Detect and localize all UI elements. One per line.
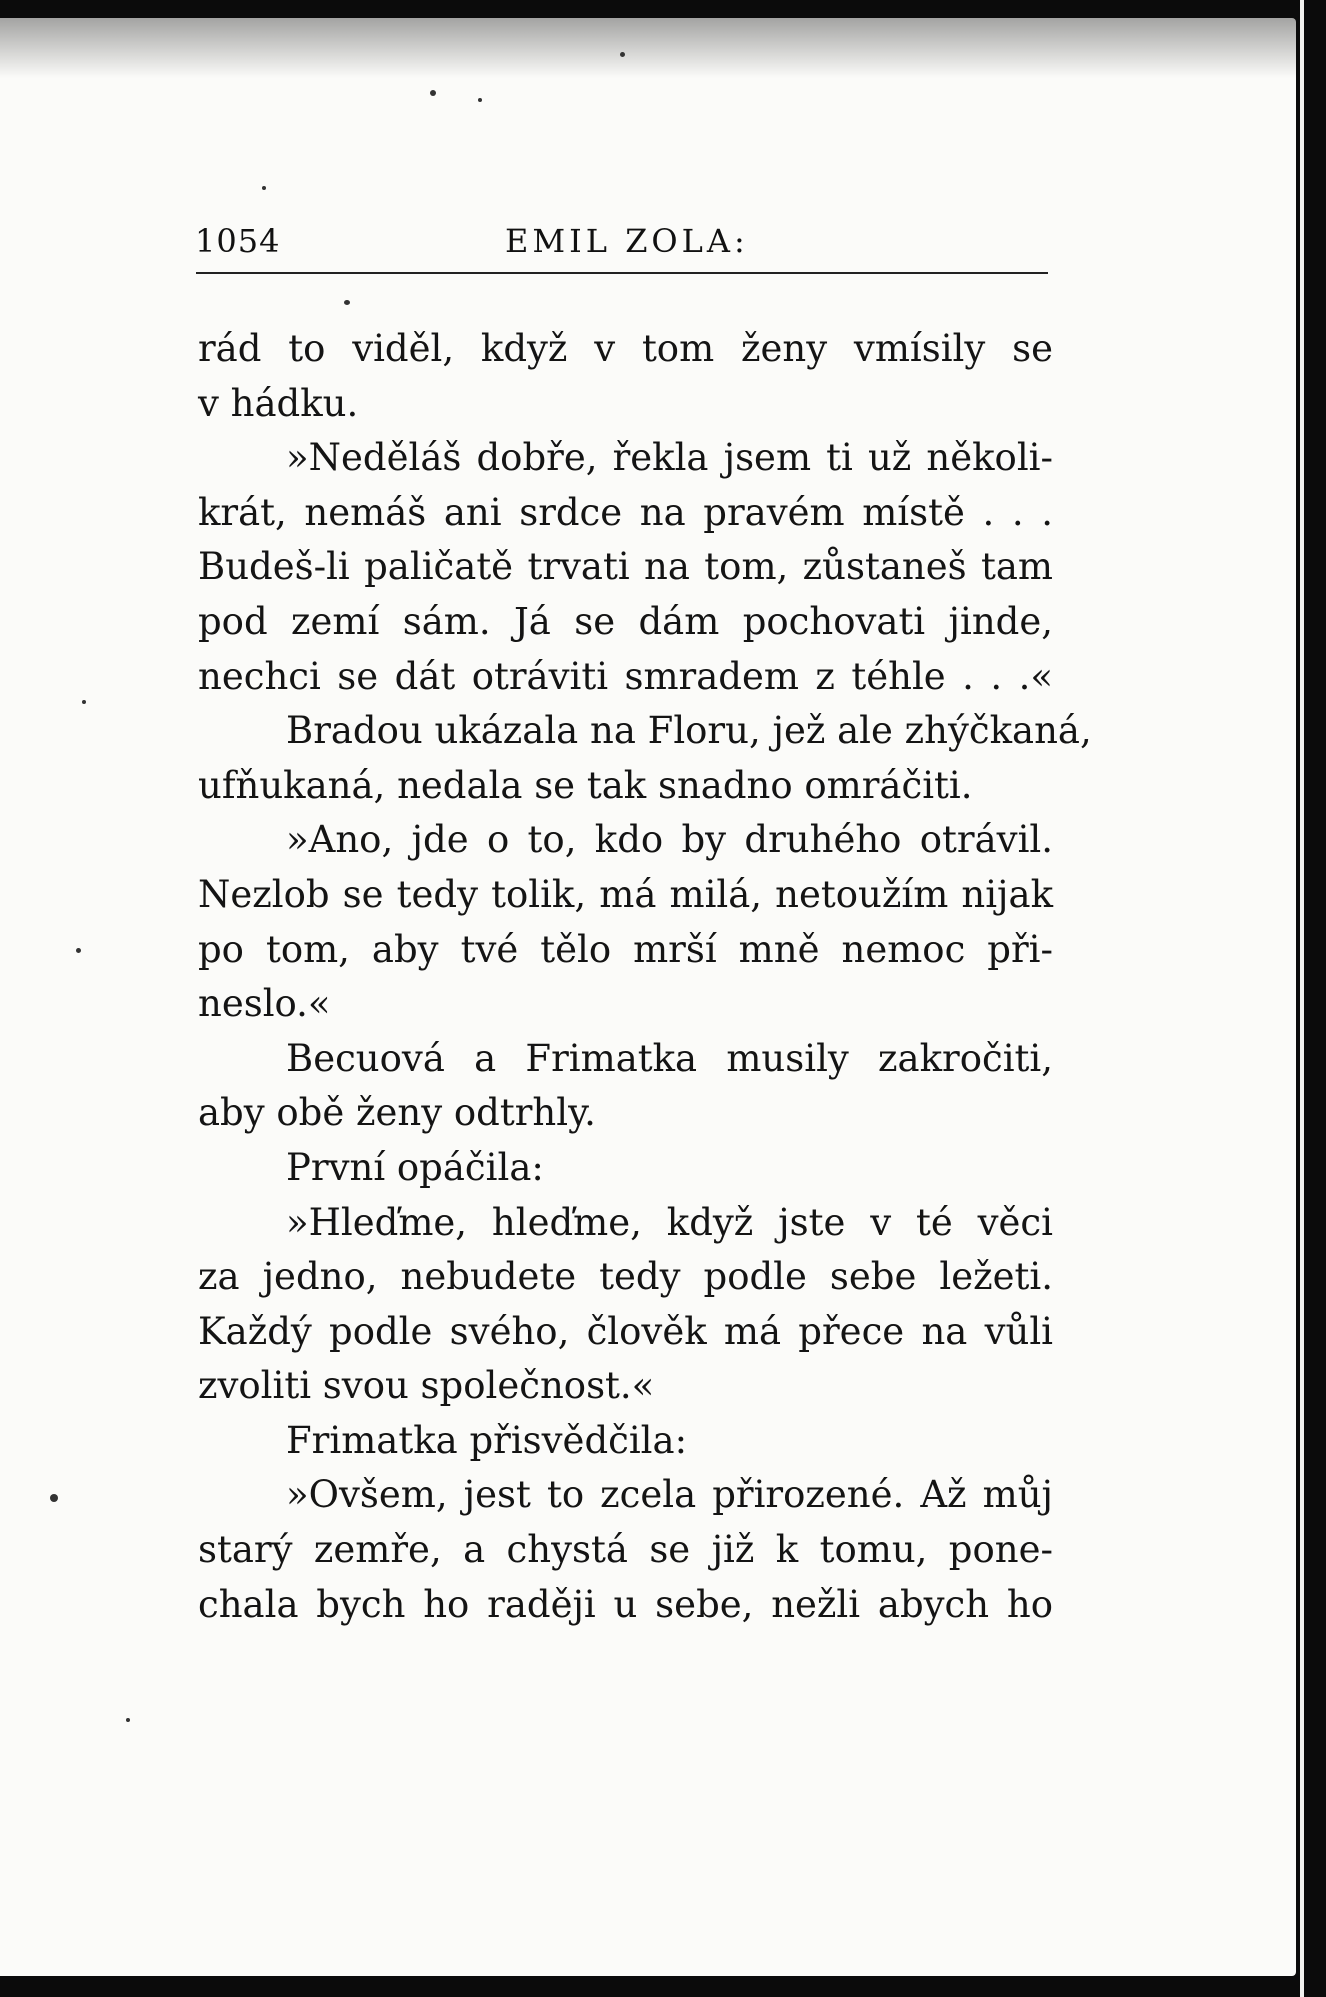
paragraph xyxy=(198,1032,1053,1141)
page-top-shadow xyxy=(0,18,1296,78)
header-rule xyxy=(196,272,1048,274)
scan-speck xyxy=(82,700,86,704)
paragraph xyxy=(198,704,1092,813)
running-head: EMIL ZOLA: xyxy=(505,222,749,260)
text-line: Frimatka přisvědčila: xyxy=(286,1418,688,1462)
text-line: v hádku. xyxy=(198,381,359,425)
text-line: První opáčila: xyxy=(286,1145,544,1189)
text-line: Nezlob se tedy tolik, má milá, netoužím nijak xyxy=(198,872,1053,916)
text-line: ufňukaná, nedala se tak snadno omráčiti. xyxy=(198,763,973,807)
text-line: Bradou ukázala na Floru, jež ale zhýčkaná, xyxy=(286,709,1092,753)
body-text xyxy=(198,322,1092,1632)
text-line: starý zemře, a chystá se již k tomu, pone- xyxy=(198,1528,1053,1572)
page-header xyxy=(195,222,1050,272)
paragraph xyxy=(198,1414,1053,1469)
text-line: Budeš-li paličatě trvati na tom, zůstaneš tam xyxy=(198,545,1053,589)
text-line: nechci se dát otráviti smradem z téhle . . .« xyxy=(198,654,1053,698)
paragraph xyxy=(198,1196,1053,1414)
scan-speck xyxy=(430,90,436,96)
scan-speck xyxy=(76,948,81,953)
text-line: po tom, aby tvé tělo mrší mně nemoc při- xyxy=(198,927,1053,971)
text-line: »Ovšem, jest to zcela přirozené. Až můj xyxy=(286,1473,1053,1517)
text-line: Becuová a Frimatka musily zakročiti, xyxy=(286,1036,1053,1080)
text-line: Každý podle svého, člověk má přece na vůli xyxy=(198,1309,1053,1353)
text-line: »Ano, jde o to, kdo by druhého otrávil. xyxy=(286,818,1053,862)
text-line: pod zemí sám. Já se dám pochovati jinde, xyxy=(198,599,1053,643)
page-number: 1054 xyxy=(195,222,281,260)
scan-speck xyxy=(126,1718,130,1722)
text-line: aby obě ženy odtrhly. xyxy=(198,1091,596,1135)
paragraph xyxy=(198,813,1053,1031)
paragraph xyxy=(198,1141,1053,1196)
text-line: zvoliti svou společnost.« xyxy=(198,1364,655,1408)
paragraph xyxy=(198,431,1053,704)
scan-speck xyxy=(344,300,350,305)
text-line: »Hleďme, hleďme, když jste v té věci xyxy=(286,1200,1053,1244)
scan-speck xyxy=(478,98,482,102)
next-page-edge xyxy=(1300,0,1304,1997)
text-line: za jedno, nebudete tedy podle sebe ležeti. xyxy=(198,1255,1053,1299)
text-line: chala bych ho raději u sebe, nežli abych ho xyxy=(198,1582,1053,1626)
scan-speck xyxy=(50,1494,58,1502)
paragraph xyxy=(198,322,1053,431)
paragraph xyxy=(198,1468,1053,1632)
text-line: rád to viděl, když v tom ženy vmísily se xyxy=(198,327,1053,370)
scan-speck xyxy=(620,52,625,57)
scan-speck xyxy=(262,186,266,190)
text-line: »Neděláš dobře, řekla jsem ti už několi- xyxy=(286,436,1053,480)
text-line: neslo.« xyxy=(198,982,331,1026)
text-line: krát, nemáš ani srdce na pravém místě . . . xyxy=(198,490,1053,534)
